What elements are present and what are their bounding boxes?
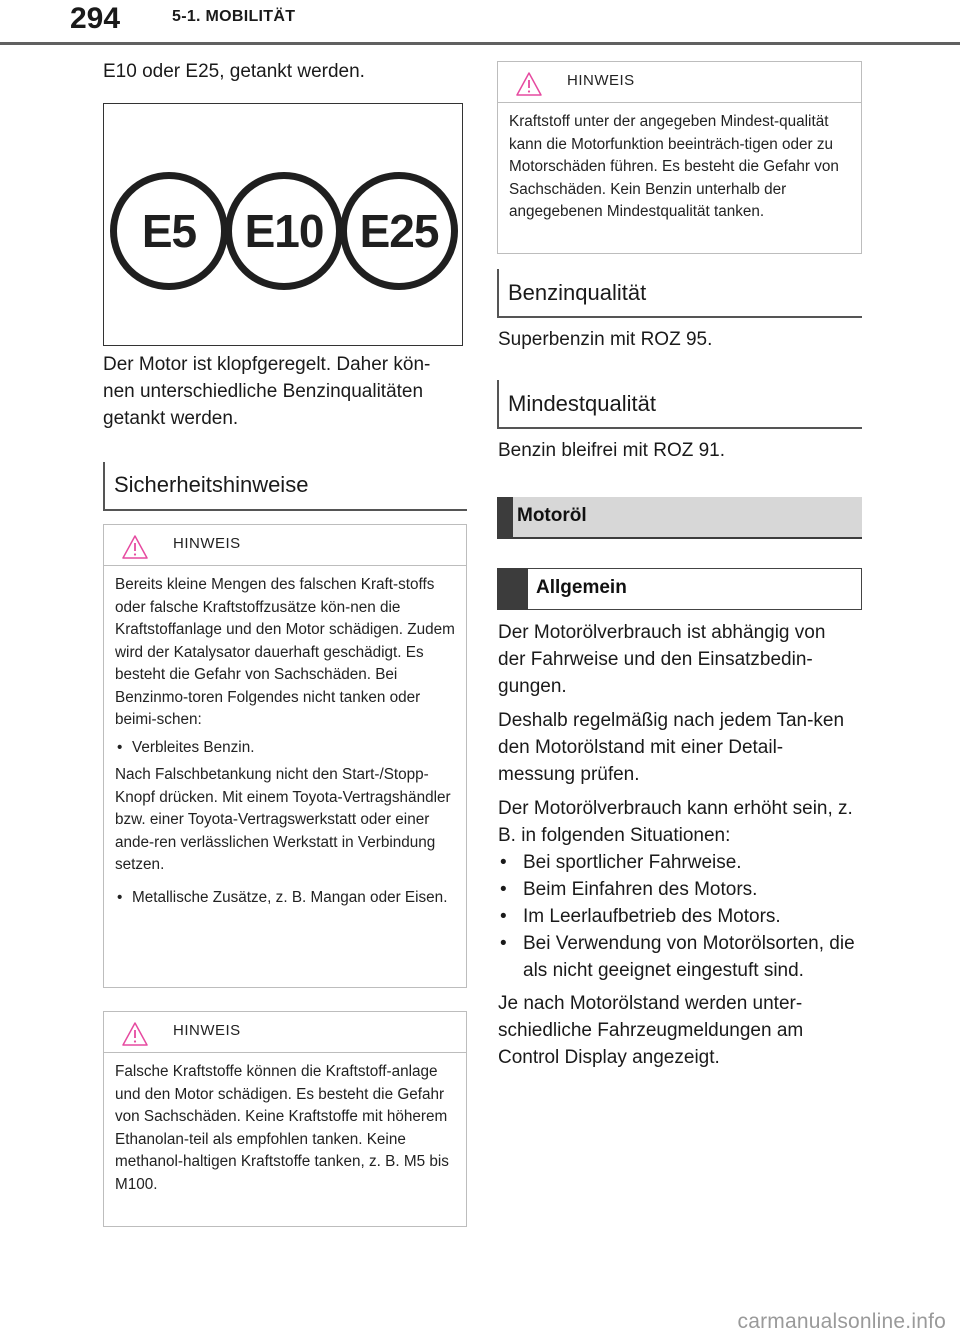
notice-title: HINWEIS: [173, 1022, 241, 1039]
mindest-heading-text: Mindestqualität: [508, 391, 656, 416]
paragraph: Der Motorölverbrauch kann erhöht sein, z. B. in folgenden Situationen:: [498, 798, 853, 846]
paragraph: Je nach Motorölstand werden unter-schiedliche Fahrzeugmeldungen am Control Display angezeigt.: [498, 993, 804, 1068]
page-number: 294: [70, 2, 121, 35]
notice-text: Kraftstoff unter der angegeben Mindest-qualität kann die Motorfunktion beeinträch-tigen oder zu Motorschäden führen. Es besteht die Gefahr von Sachschäden. Kein Benzin unterhalb der angegebenen Mindestqualität tanken.: [509, 113, 839, 220]
motoroel-body: [498, 619, 858, 1078]
header-divider: [0, 42, 960, 45]
notice-text: Nach Falschbetankung nicht den Start-/Stopp-Knopf drücken. Mit einem Toyota-Vertragshändler bzw. einer Toyota-Vertragswerkstatt oder einer ande-ren verlässlichen Werkstatt in Verbindung setzen.: [115, 766, 451, 873]
klopf-paragraph: Der Motor ist klopfgeregelt. Daher kön- nen unterschiedliche Benzinqualitäten getankt werden.: [103, 354, 431, 429]
notice-min-quality: [497, 61, 862, 254]
benzin-heading: [497, 269, 862, 317]
notice-text: Bereits kleine Mengen des falschen Kraft-stoffs oder falsche Kraftstoffzusätze kön-nen die Kraftstoffanlage und den Motor schädigen. Zudem wird der Katalysator dauerhaft geschädigt. Es besteht die Gefahr von Sachschäden. Bei Benzinmo-toren Folgendes nicht tanken oder beimi-schen:: [115, 576, 455, 728]
mindest-text: Benzin bleifrei mit ROZ 91.: [498, 440, 726, 461]
watermark: carmanualsonline.info: [737, 1310, 946, 1333]
list-item: • Verbleites Benzin.: [115, 737, 455, 760]
fuel-grade-figure: [103, 103, 463, 346]
notice-title: HINWEIS: [567, 72, 635, 89]
list-item: • Bei Verwendung von Motorölsorten, die als nicht geeignet eingestuft sind.: [498, 930, 858, 984]
mindest-heading: [497, 380, 862, 428]
paragraph: Deshalb regelmäßig nach jedem Tan-ken den Motorölstand mit einer Detail-messung prüfen.: [498, 710, 845, 785]
safety-heading: [103, 462, 467, 510]
situation-list: [498, 849, 858, 984]
notice-text: Falsche Kraftstoffe können die Kraftstoff-anlage und den Motor schädigen. Es besteht die Gefahr von Sachschäden. Keine Kraftstoffe mit höherem Ethanolan-teil als empfohlen tanken. Keine methanol-haltigen Kraftstoffe tanken, z. B. M5 bis M100.: [115, 1063, 449, 1193]
allgemein-heading-text: Allgemein: [536, 577, 627, 598]
fuel-label-e10: E10: [225, 172, 343, 290]
warning-triangle-icon: [515, 71, 543, 97]
list-item: • Bei sportlicher Fahrweise.: [498, 849, 858, 876]
allgemein-heading: [497, 568, 862, 610]
motoroel-heading-text: Motoröl: [517, 505, 587, 526]
motoroel-heading: [497, 497, 862, 537]
list-item: • Beim Einfahren des Motors.: [498, 876, 858, 903]
notice-title: HINWEIS: [173, 535, 241, 552]
intro-text: E10 oder E25, getankt werden.: [103, 61, 365, 82]
benzin-text: Superbenzin mit ROZ 95.: [498, 329, 713, 350]
notice-fuel-damage: [103, 524, 467, 988]
list-item: • Metallische Zusätze, z. B. Mangan oder Eisen.: [115, 887, 455, 910]
notice-wrong-fuel: [103, 1011, 467, 1227]
warning-triangle-icon: [121, 1021, 149, 1047]
benzin-heading-text: Benzinqualität: [508, 280, 647, 305]
safety-heading-text: Sicherheitshinweise: [114, 472, 309, 497]
fuel-label-e25: E25: [340, 172, 458, 290]
warning-triangle-icon: [121, 534, 149, 560]
list-item: • Im Leerlaufbetrieb des Motors.: [498, 903, 858, 930]
section-title: 5-1. MOBILITÄT: [172, 8, 296, 25]
paragraph: Der Motorölverbrauch ist abhängig von der Fahrweise und den Einsatzbedin-gungen.: [498, 622, 826, 697]
fuel-label-e5: E5: [110, 172, 228, 290]
